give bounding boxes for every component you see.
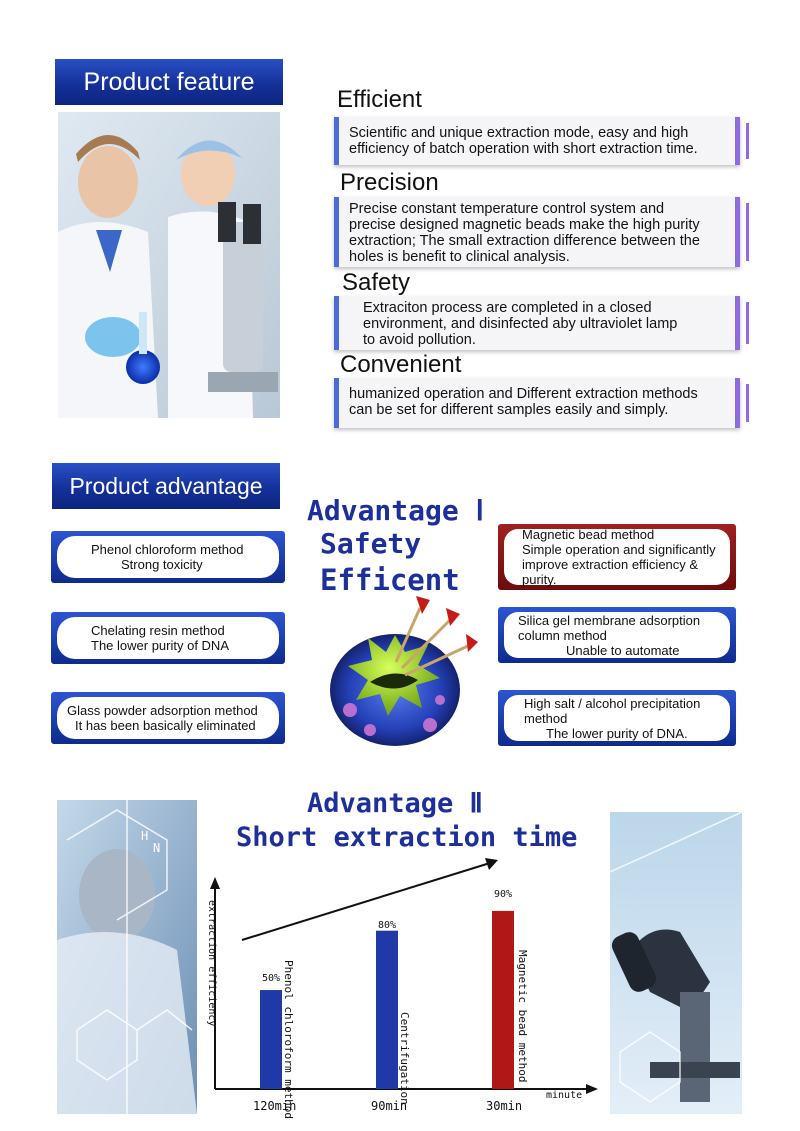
virus-darts-illustration: [310, 590, 480, 750]
scientist-molecule-illustration: [57, 800, 197, 1114]
method-chelating-resin: [51, 612, 285, 664]
product-advantage-banner: [52, 463, 280, 509]
method-line: Simple operation and significantly: [522, 542, 716, 557]
method-line: It has been basically eliminated: [75, 718, 256, 733]
feature-line: Extraciton process are completed in a closed: [363, 300, 652, 316]
feature-line: Scientific and unique extraction mode, easy and high: [349, 125, 689, 141]
bar-1: [376, 931, 398, 1089]
feature-box-efficient: [334, 117, 740, 165]
bar-value-label-1: 80%: [378, 920, 397, 931]
bar-name-label-1: Centrifugation: [398, 1012, 411, 1105]
method-line: method: [524, 710, 568, 726]
bar-2: [492, 911, 514, 1089]
advantage-1-title: Advantage Ⅰ: [307, 494, 484, 527]
feature-line: to avoid pollution.: [363, 332, 476, 348]
advantage-2-title: Advantage Ⅱ: [307, 788, 483, 819]
feature-line: holes is benefit to clinical analysis.: [349, 249, 570, 265]
method-line: Unable to automate: [566, 642, 680, 658]
product-feature-banner-text: Product feature: [83, 67, 255, 96]
method-high-salt: [498, 690, 736, 746]
bar-value-label-2: 90%: [494, 889, 513, 900]
microscope-photo: [610, 812, 742, 1114]
method-line: Silica gel membrane adsorption: [518, 612, 701, 628]
bar-name-label-0: Phenol chloroform method: [282, 960, 295, 1119]
lab-scientists-photo: [58, 112, 280, 418]
feature-line: precise designed magnetic beads make the high purity: [349, 217, 700, 233]
advantage-1-safety: Safety: [320, 527, 422, 560]
feature-box-convenient: [334, 378, 740, 428]
feature-line: extraction; The small extraction difference between the: [349, 233, 700, 249]
x-tick-label-2: 30min: [486, 1099, 523, 1113]
trend-arrow-line: [242, 863, 490, 940]
method-line: Phenol chloroform method: [91, 542, 244, 557]
product-feature-banner: [55, 59, 283, 105]
method-line: Chelating resin method: [91, 623, 225, 638]
method-line: High salt / alcohol precipitation: [524, 695, 701, 711]
method-glass-powder: [51, 692, 285, 744]
method-line: Strong toxicity: [121, 557, 203, 572]
bar-value-label-0: 50%: [262, 973, 281, 984]
feature-line: efficiency of batch operation with short extraction time.: [349, 141, 698, 157]
bar-0: [260, 990, 282, 1089]
feature-title-safety: Safety: [342, 269, 411, 296]
method-magnetic-bead: [498, 524, 736, 590]
feature-box-precision: [334, 197, 740, 267]
method-line: The lower purity of DNA.: [546, 725, 688, 741]
feature-line: environment, and disinfected aby ultraviolet lamp: [363, 316, 678, 332]
advantage-1-efficent: Efficent: [320, 563, 460, 597]
feature-title-precision: Precision: [340, 169, 439, 196]
x-axis-label: minute: [546, 1090, 583, 1101]
product-advantage-banner-text: Product advantage: [69, 472, 263, 499]
feature-title-convenient: Convenient: [340, 351, 462, 378]
method-line: purity.: [522, 572, 557, 587]
x-tick-label-0: 120min: [253, 1099, 297, 1113]
scientist-molecule-photo: [57, 800, 197, 1114]
molecule-h-label: H: [141, 829, 149, 843]
method-line: Glass powder adsorption method: [67, 703, 258, 718]
method-silica-gel: [498, 607, 736, 663]
method-line: improve extraction efficiency &: [522, 557, 699, 572]
feature-line: can be set for different samples easily and simply.: [349, 402, 669, 418]
y-axis-arrow: [210, 877, 220, 889]
x-tick-label-1: 90min: [371, 1099, 408, 1113]
feature-box-safety: [334, 296, 740, 350]
lab-scientists-illustration: [58, 112, 280, 418]
feature-title-efficient: Efficient: [337, 86, 422, 113]
method-line: The lower purity of DNA: [91, 638, 229, 653]
bar-name-label-2: Magnetic bead method: [516, 950, 529, 1083]
feature-line: Precise constant temperature control system and: [349, 201, 665, 217]
method-line: column method: [518, 627, 607, 643]
method-line: Magnetic bead method: [522, 527, 655, 542]
molecule-n-label: N: [153, 841, 161, 855]
advantage-2-subtitle: Short extraction time: [236, 822, 578, 853]
x-axis-arrow: [586, 1084, 598, 1094]
method-phenol-chloroform: [51, 531, 285, 583]
microscope-illustration: [610, 812, 742, 1114]
y-axis-label: extraction efficiency: [206, 900, 217, 1027]
feature-line: humanized operation and Different extraction methods: [349, 386, 698, 402]
